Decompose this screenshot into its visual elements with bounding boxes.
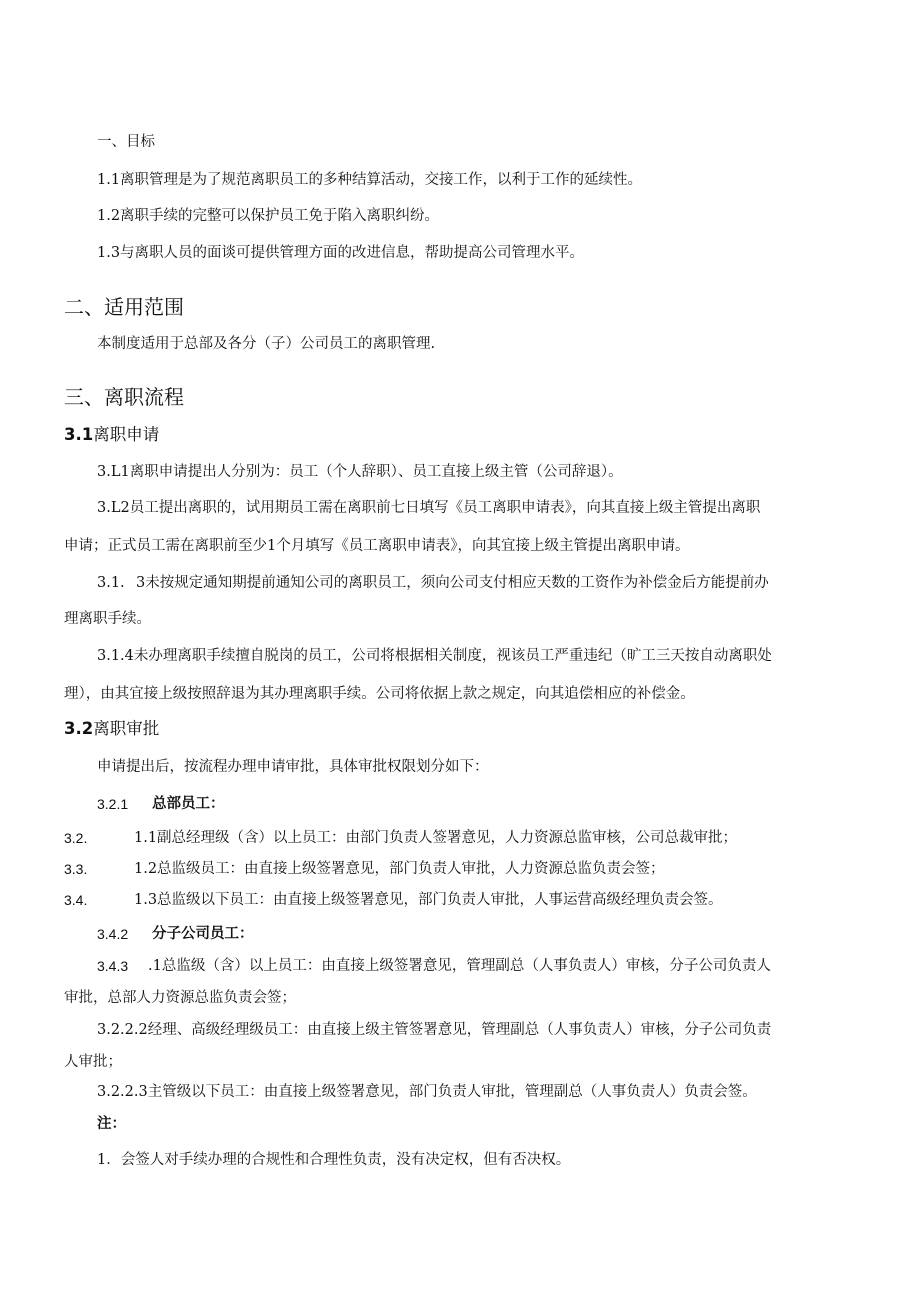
- subsection-3-1-number: 3.1: [64, 425, 94, 444]
- row-5-text-line1: 3.2.2.2经理、高级经理级员工：由直接上级主管签署意见，管理副总（人事负责人）审核，分子公司负责: [97, 1022, 772, 1038]
- item-3-2-1-number: 3.2.1: [97, 796, 129, 812]
- paragraph-3-1-3-line2: 理离职手续。: [64, 611, 151, 627]
- paragraph-3-1-1: 3.L1离职申请提出人分别为：员工（个人辞职）、员工直接上级主管（公司辞退）。: [97, 464, 623, 480]
- row-2-number: 3.3.: [64, 861, 88, 877]
- paragraph-3-1-3-line1: 3未按规定通知期提前通知公司的离职员工，须向公司支付相应天数的工资作为补偿金后方能提前办: [136, 575, 769, 591]
- section-2-heading: 二、适用范围: [64, 295, 184, 319]
- paragraph-3-1-3-number: 3.1.: [97, 575, 125, 591]
- row-1-text: 1.1副总经理级（含）以上员工：由部门负责人签署意见，人力资源总监审核，公司总裁审批；: [134, 830, 738, 846]
- paragraph-3-2: 申请提出后，按流程办理申请审批，具体审批权限划分如下：: [97, 759, 489, 775]
- row-2-text: 1.2总监级员工：由直接上级签署意见，部门负责人审批，人力资源总监负责会签；: [134, 861, 665, 877]
- row-1-number: 3.2.: [64, 830, 88, 846]
- note-heading: 注：: [97, 1116, 126, 1132]
- note-item-1: 1．会签人对手续办理的合规性和合理性负责，没有决定权，但有否决权。: [97, 1152, 571, 1168]
- item-3-2-1-title: 总部员工：: [152, 796, 225, 812]
- paragraph-1-2: 1.2离职手续的完整可以保护员工免于陷入离职纠纷。: [97, 208, 440, 224]
- row-6-text: 3.2.2.3主管级以下员工：由直接上级签署意见，部门负责人审批，管理副总（人事负责人）负责会签。: [97, 1084, 757, 1100]
- row-4-text-line1: .1总监级（含）以上员工：由直接上级签署意见，管理副总（人事负责人）审核，分子公司负责人: [148, 958, 771, 974]
- paragraph-1-1: 1.1离职管理是为了规范离职员工的多种结算活动，交接工作，以利于工作的延续性。: [97, 172, 643, 188]
- paragraph-3-1-2-line1: 3.L2员工提出离职的，试用期员工需在离职前七日填写《员工离职申请表》，向其直接上级主管提出离职: [97, 500, 761, 516]
- paragraph-3-1-4-line2: 理），由其宜接上级按照辞退为其办理离职手续。公司将依据上款之规定，向其追偿相应的补偿金。: [64, 686, 695, 702]
- paragraph-3-1-4-line1: 3.1.4未办理离职手续擅自脱岗的员工，公司将根据相关制度，视该员工严重违纪（旷工三天按自动离职处: [97, 648, 772, 664]
- paragraph-3-1-2-line2: 申请；正式员工需在离职前至少1个月填写《员工离职申请表》，向其宜接上级主管提出离职申请。: [64, 538, 690, 554]
- subsection-3-1-title: 离职申请: [93, 425, 160, 444]
- row-4-text-line2: 审批，总部人力资源总监负责会签；: [64, 990, 296, 1006]
- row-5-text-line2: 人审批；: [64, 1054, 122, 1070]
- item-3-4-2-number: 3.4.2: [97, 926, 129, 942]
- paragraph-2-1: 本制度适用于总部及各分（子）公司员工的离职管理.: [97, 336, 436, 352]
- row-3-text: 1.3总监级以下员工：由直接上级签署意见，部门负责人审批，人事运营高级经理负责会签。: [134, 892, 723, 908]
- section-3-heading: 三、离职流程: [64, 385, 184, 409]
- section-1-heading: 一、目标: [97, 134, 155, 150]
- subsection-3-2-title: 离职审批: [93, 719, 160, 738]
- row-3-number: 3.4.: [64, 892, 88, 908]
- subsection-3-2-heading: [64, 718, 159, 740]
- subsection-3-1-heading: [64, 424, 159, 446]
- item-3-4-2-title: 分子公司员工：: [152, 926, 254, 942]
- paragraph-1-3: 1.3与离职人员的面谈可提供管理方面的改进信息，帮助提高公司管理水平。: [97, 245, 585, 261]
- row-4-number: 3.4.3: [97, 958, 129, 974]
- subsection-3-2-number: 3.2: [64, 719, 94, 738]
